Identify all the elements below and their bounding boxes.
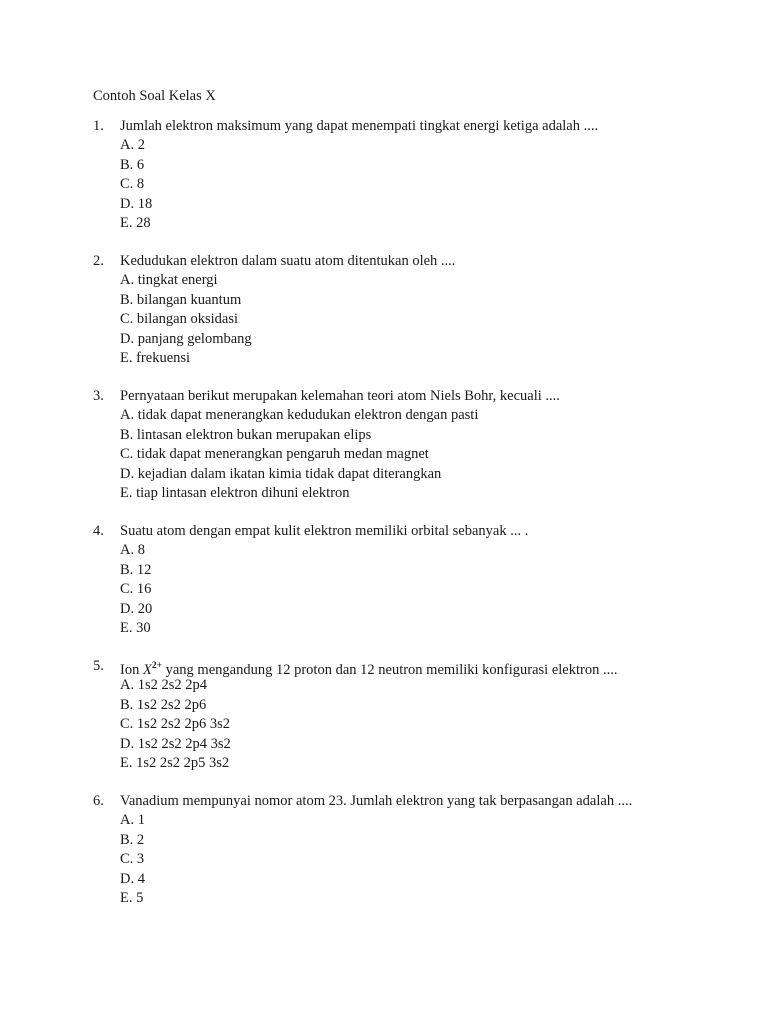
option-a: A. 2 [120,137,145,154]
option-c: C. bilangan oksidasi [120,311,239,328]
option-b: B. 12 [120,561,152,578]
option-e: E. tiap lintasan elektron dihuni elektron [120,484,350,501]
option-a: A. 1s2 2s2 2p4 [120,677,208,694]
question-text: Pernyataan berikut merupakan kelemahan teori atom Niels Bohr, kecuali .... [120,388,560,404]
question-text-suffix: yang mengandung 12 proton dan 12 neutron memiliki konfigurasi elektron .... [162,662,618,678]
question-6 [93,792,733,908]
question-number: 1. [93,118,104,134]
option-a: A. 8 [120,542,145,559]
option-e: E. 30 [120,619,151,636]
question-text: Kedudukan elektron dalam suatu atom ditentukan oleh .... [120,253,456,269]
question-number: 3. [93,388,104,404]
option-b: B. 2 [120,831,145,848]
option-e: E. frekuensi [120,349,191,366]
question-text-prefix: Ion [120,662,143,678]
option-c: C. tidak dapat menerangkan pengaruh medan magnet [120,446,429,463]
option-c: C. 1s2 2s2 2p6 3s2 [120,716,230,733]
option-e: E. 5 [120,889,144,906]
question-text: Vanadium mempunyai nomor atom 23. Jumlah elektron yang tak berpasangan adalah .... [120,793,633,809]
ion-charge: 2+ [151,661,162,671]
option-b: B. 1s2 2s2 2p6 [120,696,207,713]
option-b: B. lintasan elektron bukan merupakan elips [120,426,372,443]
option-c: C. 3 [120,851,145,868]
option-d: D. 20 [120,600,153,617]
option-d: D. 1s2 2s2 2p4 3s2 [120,735,231,752]
question-1 [93,117,733,233]
question-number: 2. [93,253,104,269]
option-e: E. 28 [120,214,151,231]
option-d: D. 4 [120,870,145,887]
question-number: 5. [93,658,104,674]
question-number: 4. [93,523,104,539]
option-d: D. panjang gelombang [120,330,252,347]
option-e: E. 1s2 2s2 2p5 3s2 [120,754,230,771]
option-d: D. 18 [120,195,153,212]
option-b: B. 6 [120,156,145,173]
question-2 [93,252,733,368]
question-number: 6. [93,793,104,809]
question-4 [93,522,733,638]
question-5 [93,657,733,773]
question-text: Jumlah elektron maksimum yang dapat menempati tingkat energi ketiga adalah .... [120,118,599,134]
option-a: A. tingkat energi [120,272,218,289]
question-3 [93,387,733,503]
ion-symbol: X [142,662,152,678]
option-a: A. 1 [120,812,145,829]
option-b: B. bilangan kuantum [120,291,242,308]
option-d: D. kejadian dalam ikatan kimia tidak dapat diterangkan [120,465,442,482]
question-text: Suatu atom dengan empat kulit elektron memiliki orbital sebanyak ... . [120,523,529,539]
document-title: Contoh Soal Kelas X [93,88,216,104]
option-c: C. 16 [120,581,152,598]
option-c: C. 8 [120,176,145,193]
option-a: A. tidak dapat menerangkan kedudukan elektron dengan pasti [120,407,479,424]
question-text [120,657,617,680]
